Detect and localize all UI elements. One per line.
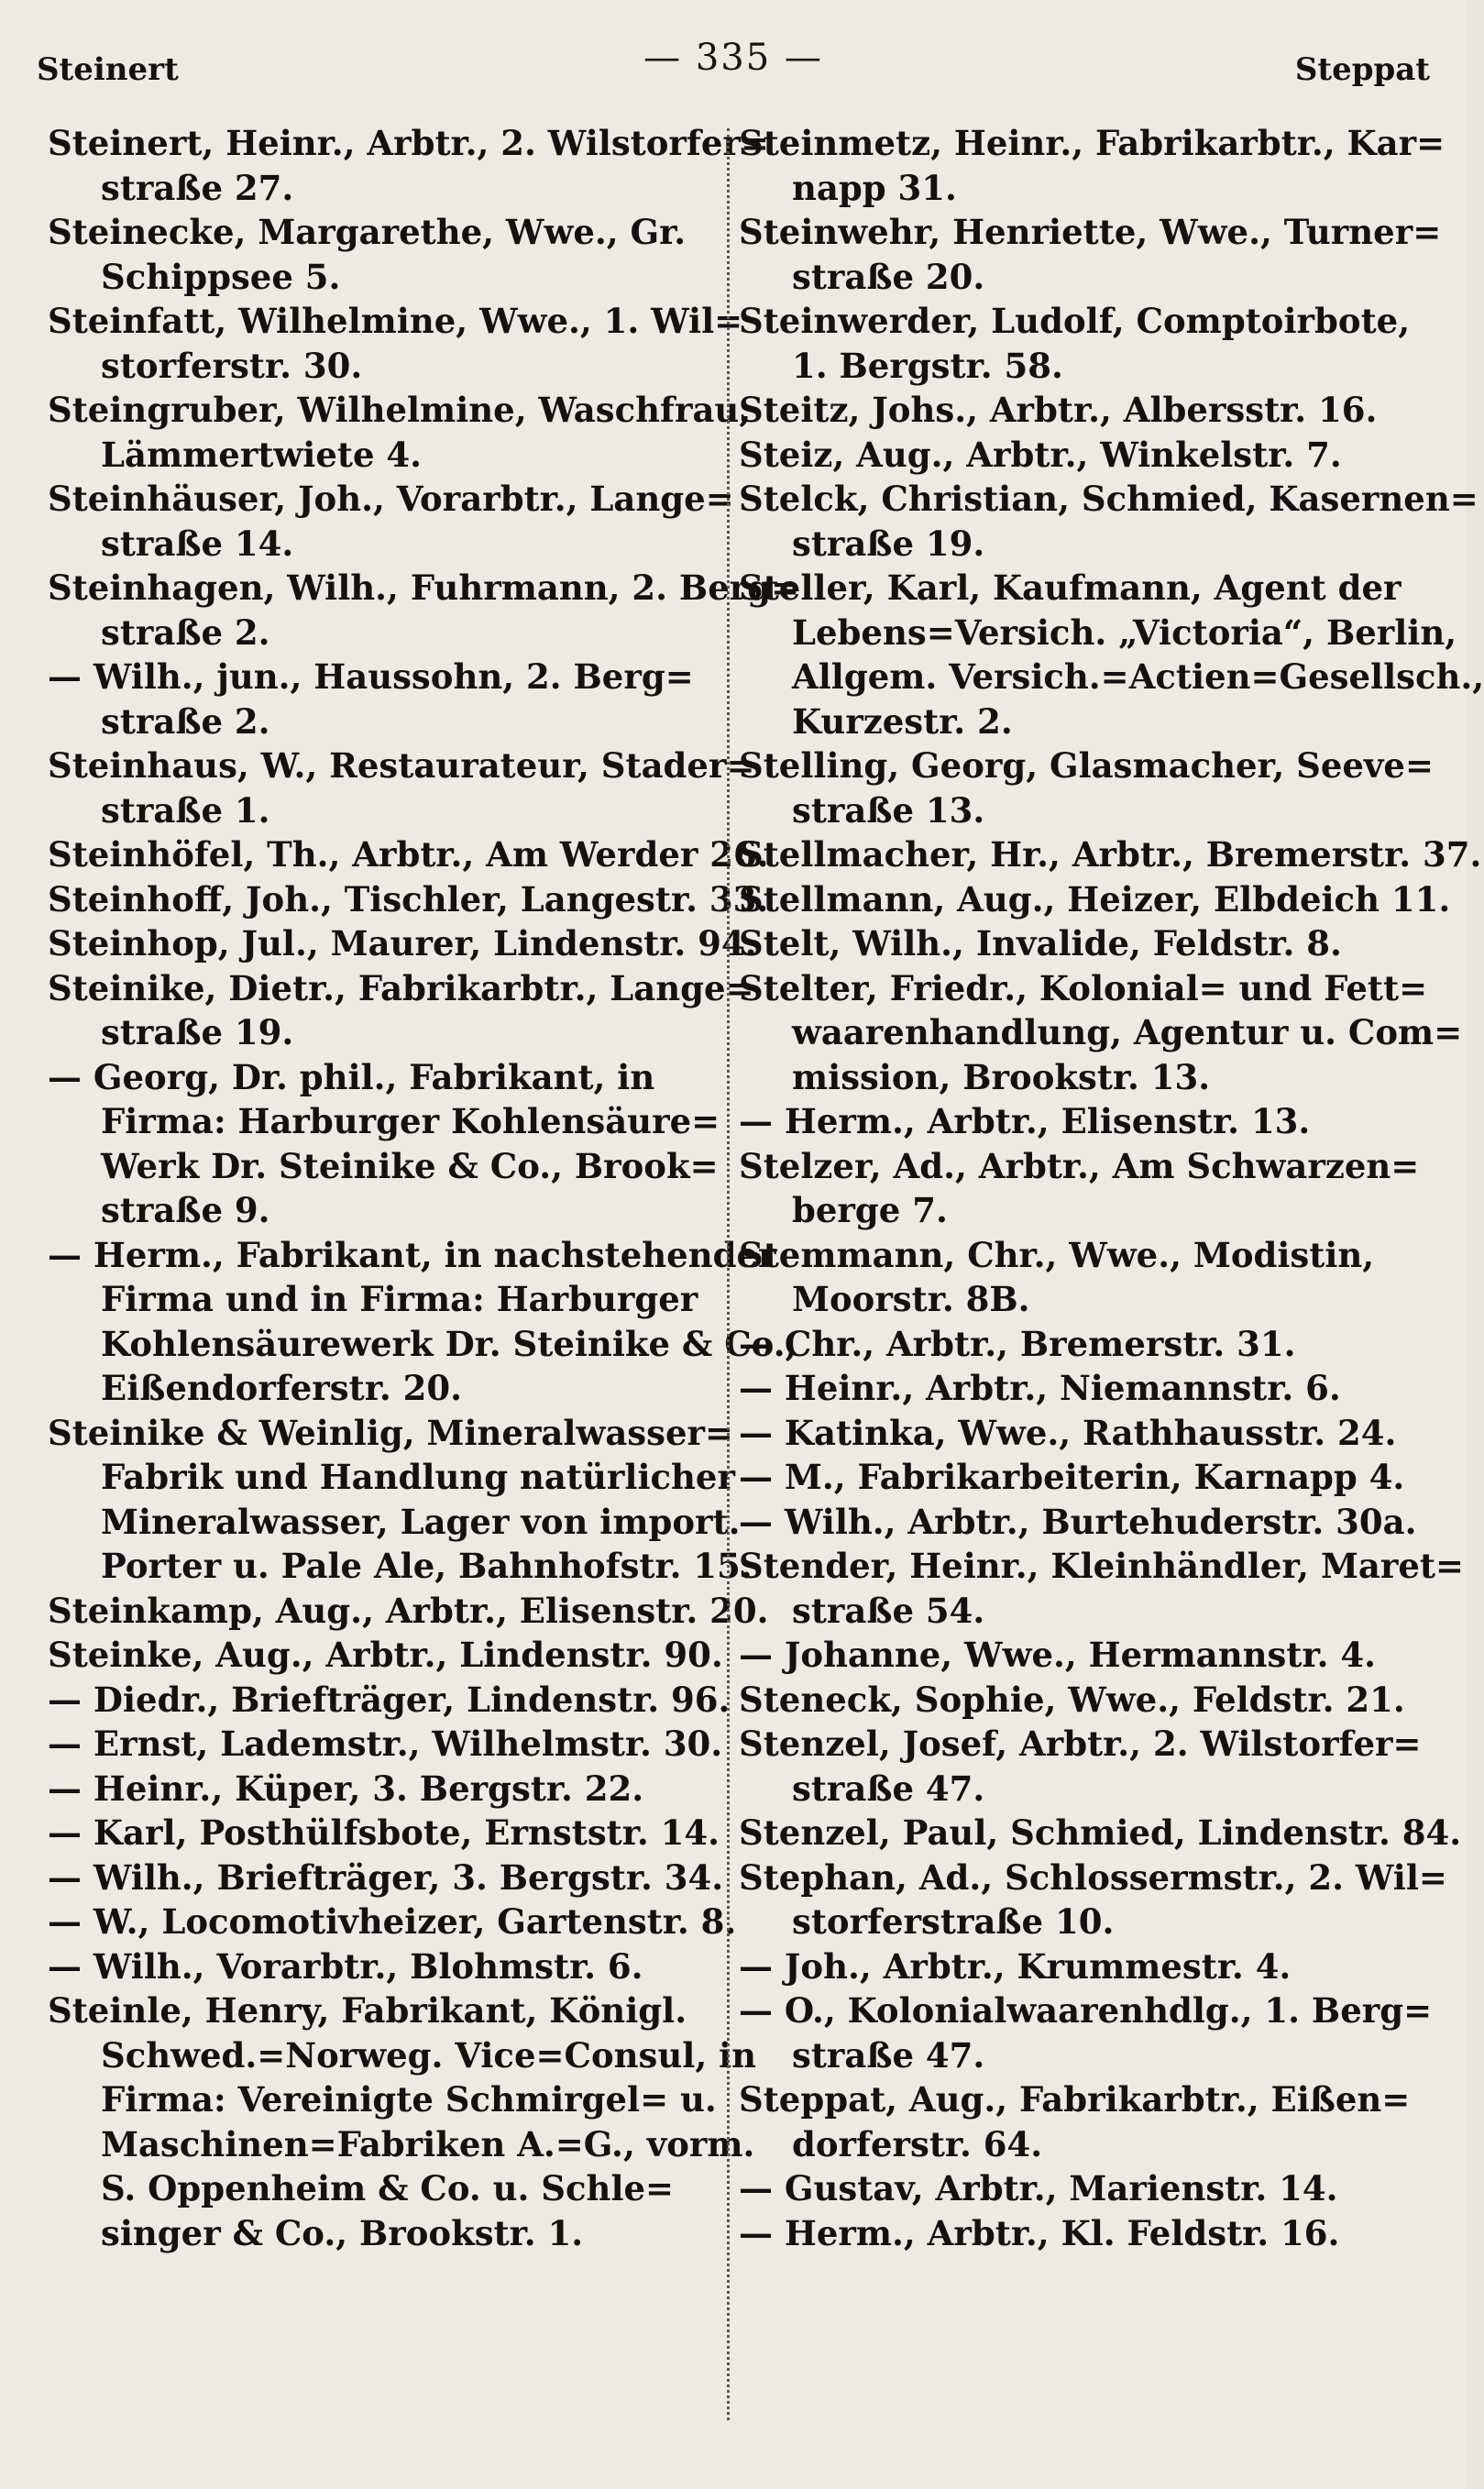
directory-entry — [739, 1856, 1447, 1944]
directory-entry — [48, 966, 754, 1055]
entry-continuation-line: storferstraße 10. — [792, 1901, 1115, 1942]
directory-entry — [739, 1811, 1462, 1856]
entry-continuation-line: straße 20. — [792, 256, 985, 297]
entry-continuation-line: straße 1. — [101, 789, 270, 831]
entry-continuation-line: Werk Dr. Steinike & Co., Brook= — [101, 1145, 719, 1186]
entry-continuation-line: Lebens=Versich. „Victoria“, Berlin, — [792, 611, 1457, 653]
entry-line: Stemmann, Chr., Wwe., Modistin, — [739, 1234, 1375, 1275]
entry-line: — Georg, Dr. phil., Fabrikant, in — [48, 1056, 655, 1097]
entry-line: — Karl, Posthülfsbote, Ernststr. 14. — [48, 1812, 720, 1853]
entry-line: Stephan, Ad., Schlossermstr., 2. Wil= — [739, 1856, 1447, 1898]
entry-continuation-line: Fabrik und Handlung natürlicher — [101, 1457, 735, 1497]
entry-line: Steneck, Sophie, Wwe., Feldstr. 21. — [739, 1679, 1405, 1720]
entry-line: Steinke, Aug., Arbtr., Lindenstr. 90. — [48, 1635, 723, 1675]
entry-line: Steppat, Aug., Fabrikarbtr., Eißen= — [739, 2079, 1411, 2120]
entry-continuation-line: straße 47. — [792, 1768, 985, 1809]
entry-continuation-line: Allgem. Versich.=Actien=Gesellsch., — [792, 656, 1484, 697]
right-catchword: Steppat — [1294, 51, 1430, 88]
directory-entry — [739, 1544, 1465, 1633]
directory-entry — [48, 877, 769, 922]
entry-continuation-line: waarenhandlung, Agentur u. Com= — [792, 1012, 1463, 1052]
entry-line: — Diedr., Briefträger, Lindenstr. 96. — [48, 1679, 731, 1720]
directory-entry — [48, 299, 743, 388]
entry-continuation-line: napp 31. — [792, 167, 957, 208]
directory-entry — [48, 1900, 737, 1944]
directory-entry — [739, 1322, 1421, 1367]
entry-line: Steinle, Henry, Fabrikant, Königl. — [48, 1990, 687, 2031]
directory-entry — [48, 210, 726, 299]
entry-line: Steiz, Aug., Arbtr., Winkelstr. 7. — [739, 434, 1342, 475]
entry-continuation-line: Maschinen=Fabriken A.=G., vorm. — [101, 2123, 755, 2164]
entry-line: Stelzer, Ad., Arbtr., Am Schwarzen= — [739, 1145, 1420, 1186]
entry-line: Steinkamp, Aug., Arbtr., Elisenstr. 20. — [48, 1590, 769, 1631]
directory-entry — [739, 966, 1463, 1100]
entry-line: Steinwerder, Ludolf, Comptoirbote, — [739, 301, 1411, 341]
entry-line: Stenzel, Paul, Schmied, Lindenstr. 84. — [739, 1812, 1462, 1853]
entry-line: Steinecke, Margarethe, Wwe., Gr. — [48, 212, 687, 252]
entry-line: — Herm., Arbtr., Elisenstr. 13. — [739, 1101, 1311, 1141]
column-divider — [727, 128, 730, 2420]
entry-continuation-line: Mineralwasser, Lager von import. — [101, 1501, 741, 1542]
directory-entry — [48, 1988, 757, 2255]
directory-entry — [739, 299, 1421, 388]
entry-line: — Ernst, Lademstr., Wilhelmstr. 30. — [48, 1724, 723, 1764]
entry-continuation-line: Lämmertwiete 4. — [101, 434, 423, 475]
entry-line: Stelt, Wilh., Invalide, Feldstr. 8. — [739, 923, 1342, 964]
entry-line: Steitz, Johs., Arbtr., Albersstr. 16. — [739, 390, 1378, 430]
directory-entry — [739, 2166, 1421, 2211]
directory-entry — [739, 877, 1451, 922]
entry-line: — Joh., Arbtr., Krummestr. 4. — [739, 1945, 1292, 1987]
directory-entry — [48, 832, 769, 877]
entry-line: — Herm., Fabrikant, in nachstehender — [48, 1234, 776, 1275]
directory-entry — [739, 1455, 1421, 1500]
directory-entry — [739, 1233, 1421, 1322]
entry-continuation-line: straße 54. — [792, 1590, 985, 1631]
entry-line: Steller, Karl, Kaufmann, Agent der — [739, 567, 1402, 608]
entry-continuation-line: Kurzestr. 2. — [792, 700, 1013, 742]
directory-entry — [739, 743, 1434, 832]
entry-line: Steinike & Weinlig, Mineralwasser= — [48, 1412, 733, 1453]
entry-continuation-line: berge 7. — [792, 1190, 948, 1230]
directory-entry — [739, 1411, 1421, 1456]
entry-line: Steinike, Dietr., Fabrikarbtr., Lange= — [48, 967, 754, 1008]
entry-continuation-line: straße 19. — [792, 523, 985, 564]
directory-entry — [739, 1633, 1421, 1678]
entry-line: — Wilh., Briefträger, 3. Bergstr. 34. — [48, 1856, 724, 1898]
directory-entry — [739, 433, 1421, 478]
entry-line: — Heinr., Küper, 3. Bergstr. 22. — [48, 1768, 644, 1809]
directory-entry — [739, 210, 1442, 299]
directory-entry — [48, 1411, 753, 1589]
directory-entry — [48, 1767, 726, 1812]
directory-entry — [48, 121, 769, 210]
entry-line: Stelter, Friedr., Kolonial= und Fett= — [739, 967, 1428, 1008]
entry-line: Steinhagen, Wilh., Fuhrmann, 2. Berg= — [48, 567, 800, 608]
entry-continuation-line: Eißendorferstr. 20. — [101, 1368, 462, 1408]
entry-line: Stelling, Georg, Glasmacher, Seeve= — [739, 745, 1434, 786]
entry-line: Stelck, Christian, Schmied, Kasernen= — [739, 479, 1479, 519]
entry-line: Steinhöfel, Th., Arbtr., Am Werder 26. — [48, 834, 769, 875]
entry-line: Stellmann, Aug., Heizer, Elbdeich 11. — [739, 878, 1451, 920]
entry-continuation-line: S. Oppenheim & Co. u. Schle= — [101, 2168, 675, 2208]
entry-line: — Wilh., Arbtr., Burtehuderstr. 30a. — [739, 1501, 1417, 1542]
entry-continuation-line: Porter u. Pale Ale, Bahnhofstr. 15. — [101, 1546, 753, 1586]
entry-line: — O., Kolonialwaarenhdlg., 1. Berg= — [739, 1990, 1433, 2031]
entry-line: Stender, Heinr., Kleinhändler, Maret= — [739, 1546, 1465, 1586]
entry-continuation-line: straße 2. — [101, 611, 270, 653]
entry-line: — W., Locomotivheizer, Gartenstr. 8. — [48, 1901, 737, 1942]
directory-entry — [48, 388, 752, 477]
entry-continuation-line: straße 19. — [101, 1012, 294, 1052]
entry-line: — Herm., Arbtr., Kl. Feldstr. 16. — [739, 2212, 1340, 2253]
directory-entry — [739, 2077, 1421, 2166]
entry-line: Steinhop, Jul., Maurer, Lindenstr. 94. — [48, 923, 757, 964]
directory-entry — [739, 477, 1479, 566]
right-column — [739, 121, 1484, 2255]
directory-entry — [48, 921, 757, 966]
directory-entry — [48, 1944, 726, 1989]
entry-line: Steinhoff, Joh., Tischler, Langestr. 33. — [48, 878, 769, 920]
left-column — [48, 121, 800, 2255]
directory-entry — [739, 1500, 1421, 1545]
entry-continuation-line: Firma und in Firma: Harburger — [101, 1279, 698, 1319]
directory-entry — [739, 2211, 1421, 2256]
entry-line: Stellmacher, Hr., Arbtr., Bremerstr. 37. — [739, 834, 1482, 875]
entry-continuation-line: straße 2. — [101, 700, 270, 742]
entry-line: Steinwehr, Henriette, Wwe., Turner= — [739, 212, 1442, 252]
entry-line: — Chr., Arbtr., Bremerstr. 31. — [739, 1323, 1296, 1364]
directory-entry — [739, 121, 1446, 210]
entry-line: Steinhaus, W., Restaurateur, Stader= — [48, 745, 755, 786]
entry-line: — Wilh., Vorarbtr., Blohmstr. 6. — [48, 1945, 643, 1987]
directory-entry — [48, 1856, 726, 1900]
entry-continuation-line: straße 13. — [792, 789, 985, 831]
entry-continuation-line: dorferstr. 64. — [792, 2123, 1043, 2164]
entry-line: Steinfatt, Wilhelmine, Wwe., 1. Wil= — [48, 301, 743, 341]
entry-continuation-line: storferstr. 30. — [101, 345, 363, 386]
directory-entry — [739, 1988, 1433, 2077]
entry-line: Steinert, Heinr., Arbtr., 2. Wilstorfer= — [48, 123, 769, 163]
directory-entry — [48, 1811, 726, 1856]
directory-entry — [48, 1678, 731, 1723]
entry-continuation-line: Firma: Vereinigte Schmirgel= u. — [101, 2079, 717, 2120]
entry-line: — Gustav, Arbtr., Marienstr. 14. — [739, 2168, 1338, 2208]
left-catchword: Steinert — [37, 51, 179, 88]
entry-line: — Katinka, Wwe., Rathhausstr. 24. — [739, 1412, 1397, 1453]
directory-entry — [48, 566, 800, 655]
entry-line: Steinmetz, Heinr., Fabrikarbtr., Kar= — [739, 123, 1446, 163]
directory-entry — [739, 1366, 1421, 1411]
entry-continuation-line: mission, Brookstr. 13. — [792, 1056, 1211, 1097]
directory-entry — [739, 1144, 1421, 1233]
directory-entry — [739, 1944, 1421, 1989]
entry-continuation-line: 1. Bergstr. 58. — [792, 345, 1063, 386]
page-number: — 335 — — [643, 37, 823, 79]
entry-continuation-line: Schwed.=Norweg. Vice=Consul, in — [101, 2034, 757, 2076]
entry-continuation-line: singer & Co., Brookstr. 1. — [101, 2212, 584, 2253]
directory-entry — [48, 1055, 726, 1233]
directory-entry — [48, 1233, 797, 1411]
entry-line: Steinhäuser, Joh., Vorarbtr., Lange= — [48, 479, 734, 519]
directory-entry — [739, 832, 1482, 877]
directory-entry — [48, 655, 726, 743]
entry-continuation-line: straße 14. — [101, 523, 294, 564]
entry-line: — M., Fabrikarbeiterin, Karnapp 4. — [739, 1457, 1405, 1497]
entry-line: — Heinr., Arbtr., Niemannstr. 6. — [739, 1368, 1341, 1408]
directory-entry — [48, 477, 734, 566]
entry-continuation-line: Kohlensäurewerk Dr. Steinike & Co., — [101, 1323, 797, 1364]
entry-continuation-line: Schippsee 5. — [101, 256, 341, 297]
directory-entry — [739, 1099, 1421, 1144]
entry-line: — Wilh., jun., Haussohn, 2. Berg= — [48, 656, 694, 697]
directory-entry — [48, 1722, 726, 1767]
entry-continuation-line: straße 27. — [101, 167, 294, 208]
directory-entry — [739, 921, 1421, 966]
directory-entry — [739, 388, 1421, 433]
entry-line: — Johanne, Wwe., Hermannstr. 4. — [739, 1635, 1376, 1675]
directory-entry — [739, 1722, 1421, 1811]
directory-entry — [739, 1678, 1421, 1723]
entry-line: Steingruber, Wilhelmine, Waschfrau, — [48, 390, 752, 430]
entry-continuation-line: straße 47. — [792, 2034, 985, 2076]
directory-entry — [48, 743, 755, 832]
directory-entry — [48, 1589, 769, 1634]
entry-continuation-line: straße 9. — [101, 1190, 270, 1230]
entry-line: Stenzel, Josef, Arbtr., 2. Wilstorfer= — [739, 1724, 1422, 1764]
entry-continuation-line: Moorstr. 8B. — [792, 1279, 1030, 1319]
entry-continuation-line: Firma: Harburger Kohlensäure= — [101, 1101, 720, 1141]
directory-entry — [48, 1633, 726, 1678]
directory-entry — [739, 566, 1484, 743]
